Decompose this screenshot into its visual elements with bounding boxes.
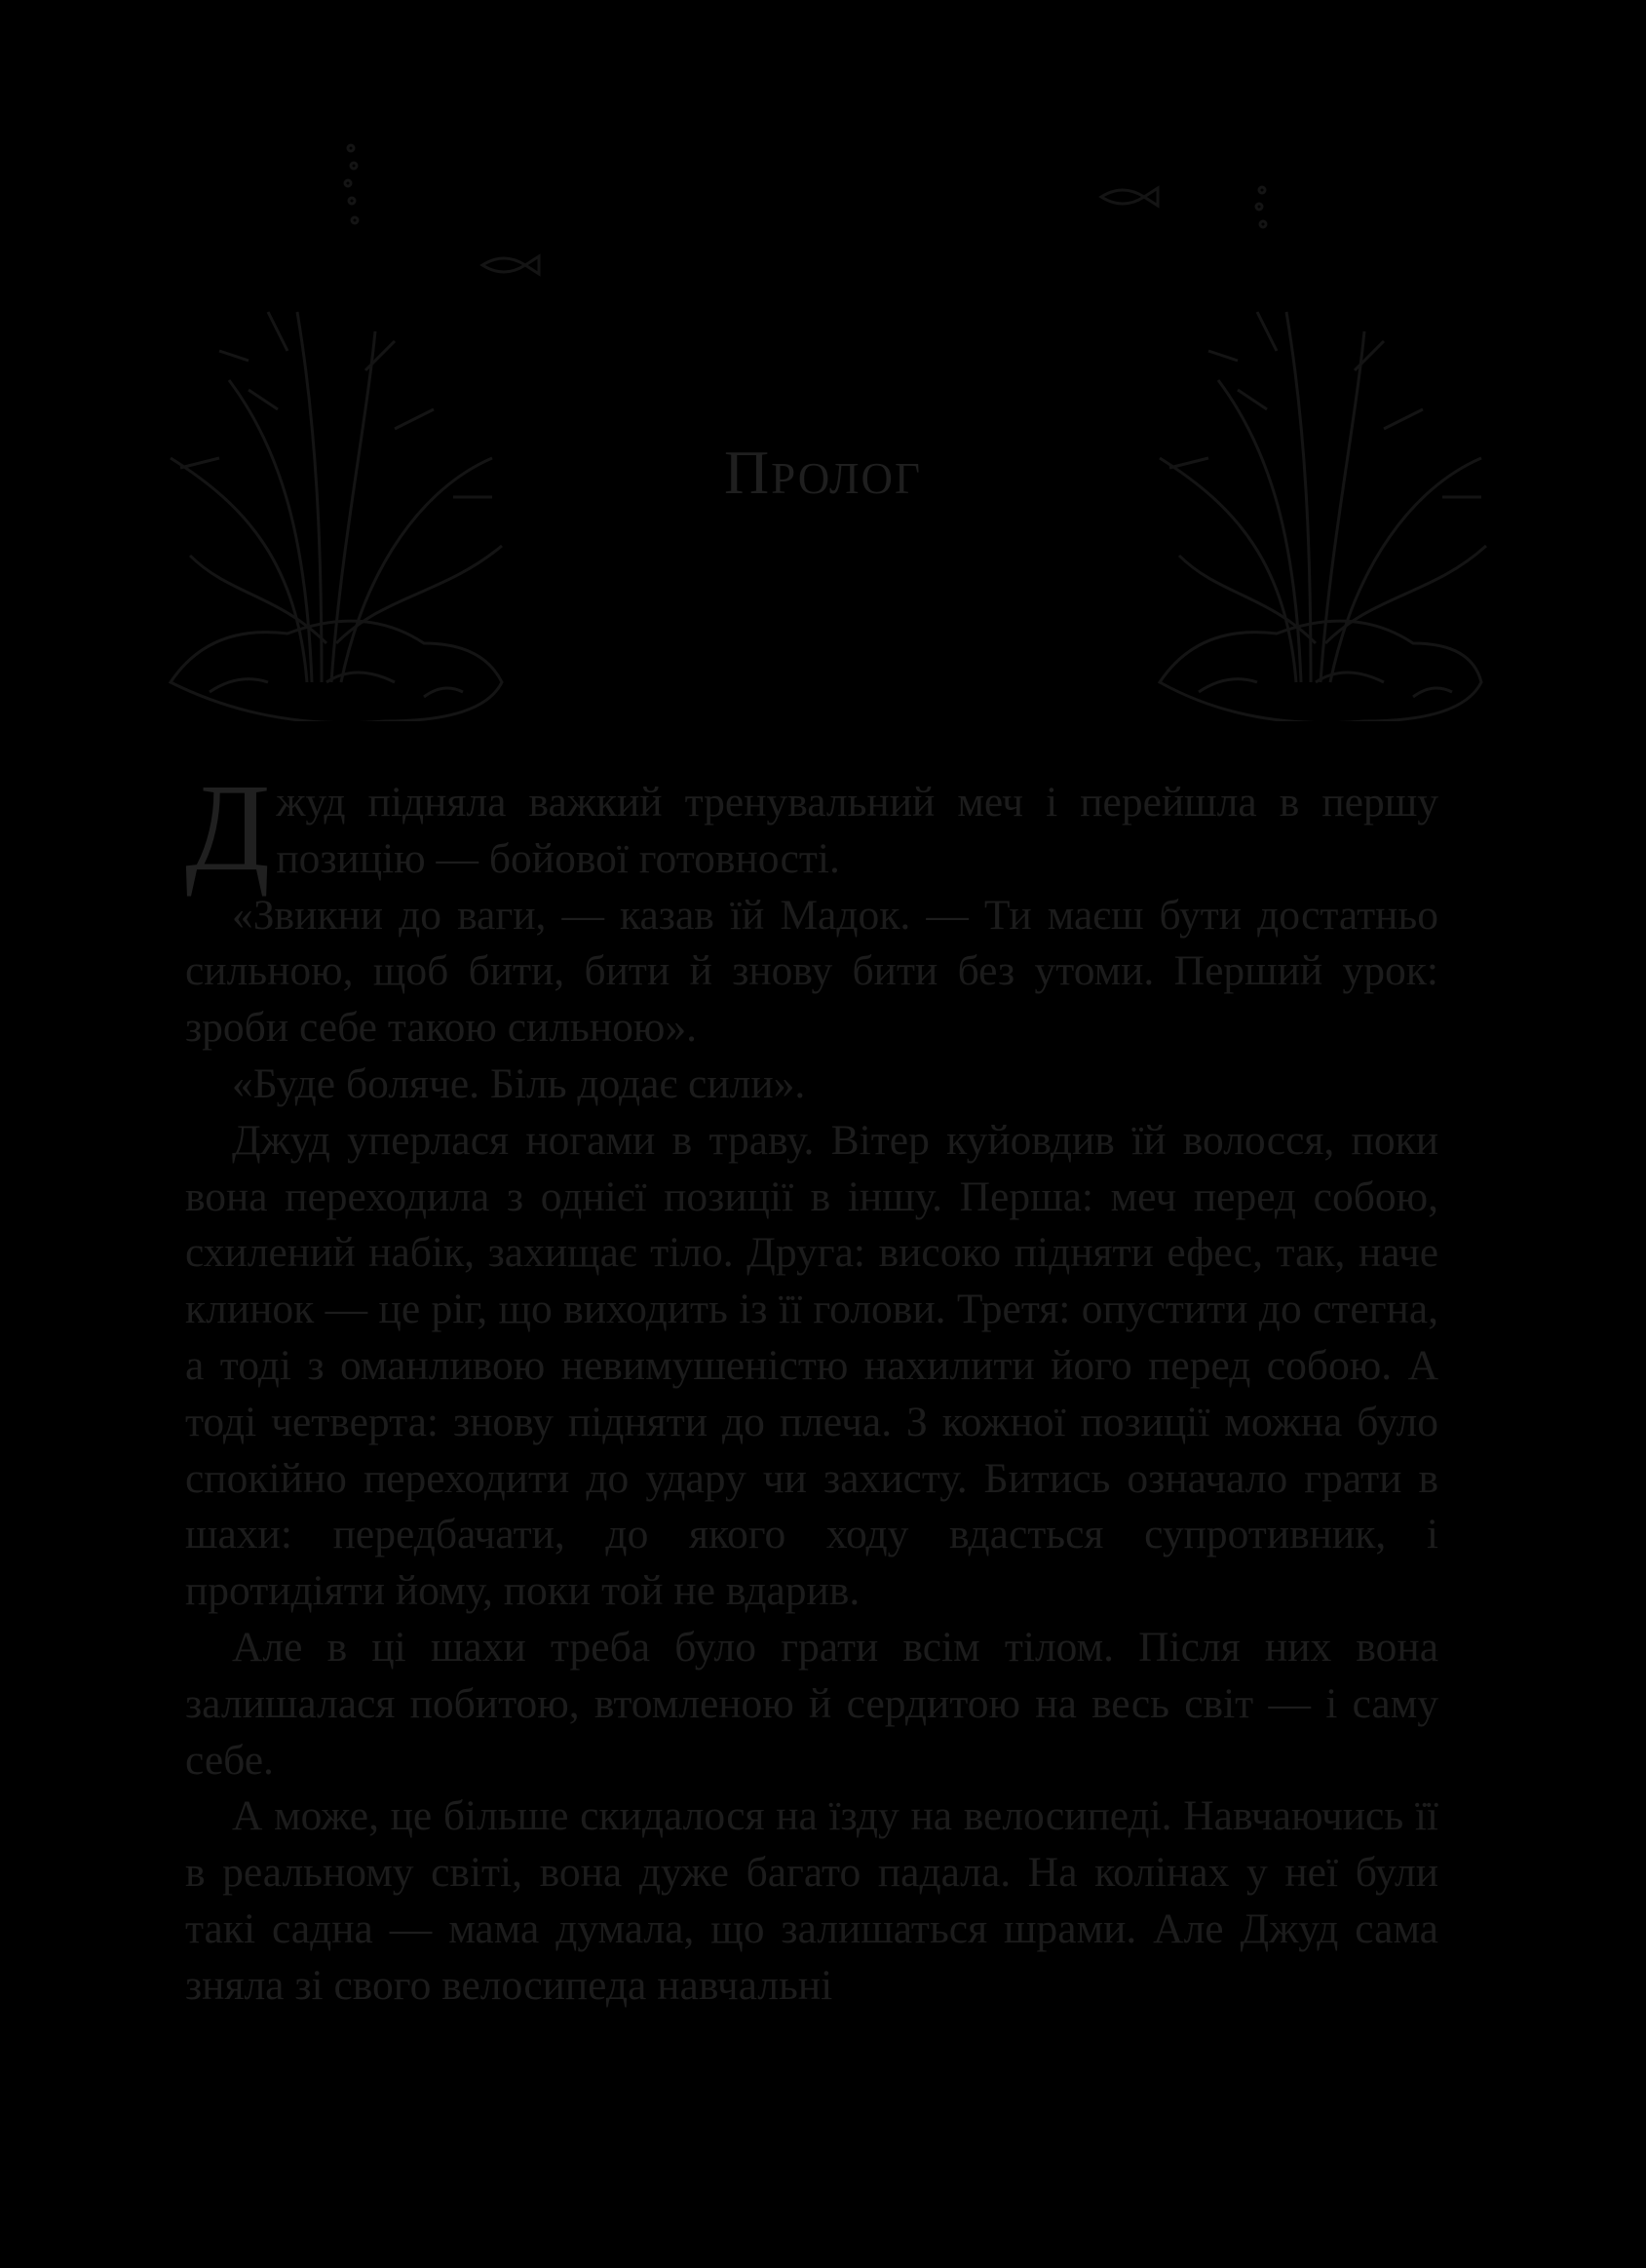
coral-reef-icon	[132, 136, 590, 721]
paragraph-text: жуд підняла важкий тренувальний меч і перейшла в першу позицію — бойової готовності.	[276, 779, 1438, 882]
drop-cap: Д	[185, 758, 271, 897]
paragraph: Джуд уперлася ногами в траву. Вітер куйовдив їй волосся, поки вона переходила з однієї позиції в іншу. Перша: меч перед собою, схилений набік, захищає тіло. Друга: високо підняти ефес, так, наче клинок — це ріг, що виходить із її голови. Третя: опустити до стегна, а тоді з оманливою невимушеністю нахилити його перед собою. А тоді четверта: знову підняти до плеча. З кожної позиції можна було спокійно переходити до удару чи захисту. Битись означало грати в шахи: передбачати, до якого ходу вдасться супротивник, і протидіяти йому, поки той не вдарив.	[185, 1116, 1438, 1615]
chapter-body-text	[185, 758, 1438, 2015]
paragraph: А може, це більше скидалося на їзду на велосипеді. Навчаючись її в реальному світі, вона дуже багато падала. На колінах у неї були такі садна — мама думала, що залишаться шрами. Але Джуд сама зняла зі свого велосипеда навчальні	[185, 1792, 1438, 2009]
paragraph: «Буде боляче. Біль додає сили».	[232, 1059, 806, 1107]
paragraph: «Звикни до ваги, — казав їй Мадок. — Ти маєш бути достатньо сильною, щоб бити, бити й знову бити без утоми. Перший урок: зроби себе такою сильною».	[185, 891, 1438, 1052]
coral-reef-ornament-left	[132, 136, 590, 721]
coral-reef-icon	[1043, 136, 1501, 721]
coral-reef-ornament-right	[1043, 136, 1501, 721]
paragraph	[185, 758, 1438, 897]
chapter-title: Пролог	[723, 438, 923, 507]
paragraph: Але в ці шахи треба було грати всім тілом. Після них вона залишалася побитою, втомленою й сердитою на весь світ — і саму себе.	[185, 1623, 1438, 1784]
